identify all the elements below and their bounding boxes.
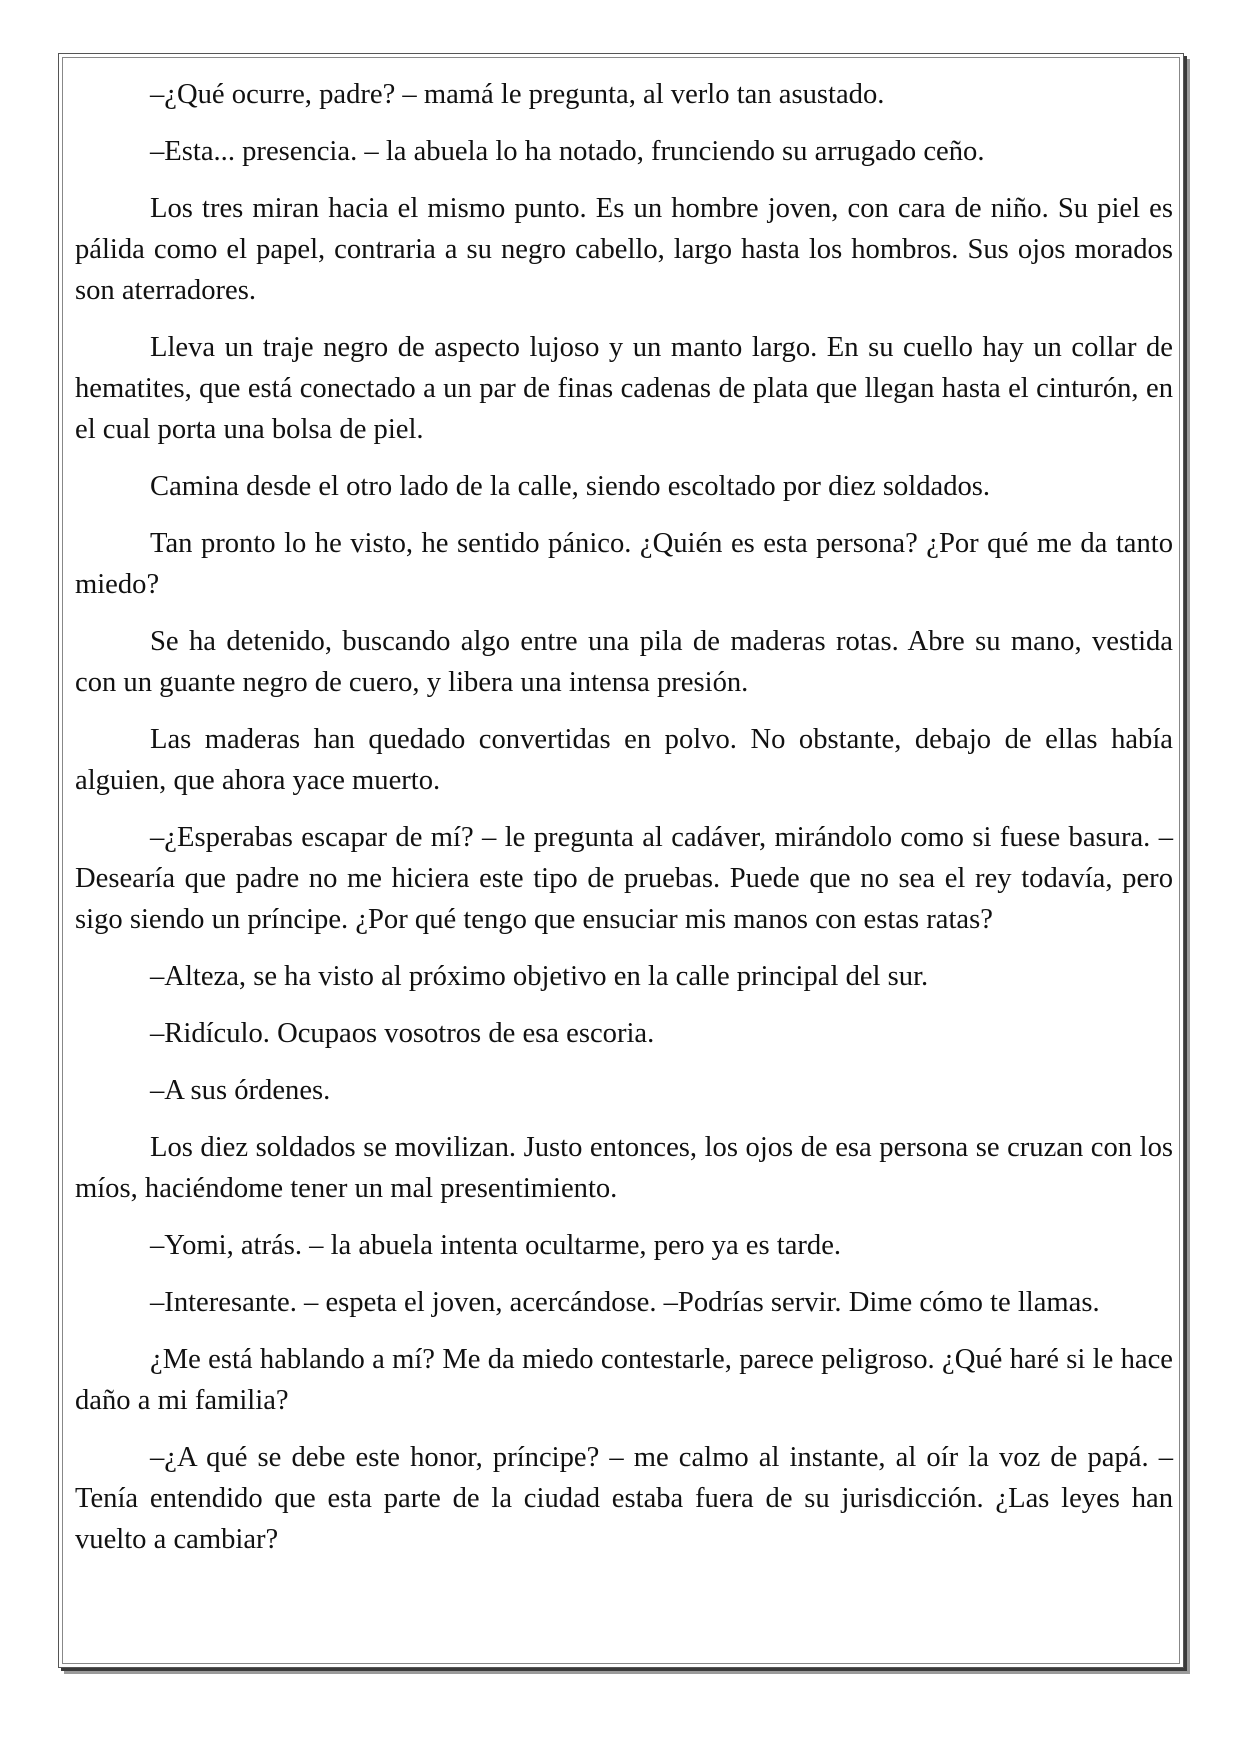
paragraph: –A sus órdenes. [150, 1075, 331, 1106]
paragraph: –Ridículo. Ocupaos vosotros de esa escoria. [150, 1018, 655, 1049]
paragraph: –Esta... presencia. – la abuela lo ha notado, frunciendo su arrugado ceño. [150, 136, 985, 167]
paragraph: Camina desde el otro lado de la calle, siendo escoltado por diez soldados. [150, 471, 991, 502]
paragraph: Tan pronto lo he visto, he sentido pánico. ¿Quién es esta persona? ¿Por qué me da tanto miedo? [75, 528, 1173, 600]
paragraph: Se ha detenido, buscando algo entre una pila de maderas rotas. Abre su mano, vestida con un guante negro de cuero, y libera una intensa presión. [75, 626, 1173, 698]
document-body [75, 74, 1173, 1576]
paragraph: –Interesante. – espeta el joven, acercándose. –Podrías servir. Dime cómo te llamas. [150, 1287, 1100, 1318]
paragraph: Los tres miran hacia el mismo punto. Es un hombre joven, con cara de niño. Su piel es pálida como el papel, contraria a su negro cabello, largo hasta los hombros. Sus ojos morados son aterradores. [75, 193, 1173, 306]
paragraph: Lleva un traje negro de aspecto lujoso y un manto largo. En su cuello hay un collar de hematites, que está conectado a un par de finas cadenas de plata que llegan hasta el cinturón, en el cual porta una bolsa de piel. [75, 332, 1173, 445]
paragraph: –Alteza, se ha visto al próximo objetivo en la calle principal del sur. [150, 961, 929, 992]
paragraph: –¿Qué ocurre, padre? – mamá le pregunta, al verlo tan asustado. [150, 79, 885, 110]
paragraph: –¿Esperabas escapar de mí? – le pregunta al cadáver, mirándolo como si fuese basura. –Desearía que padre no me hiciera este tipo de pruebas. Puede que no sea el rey todavía, pero sigo siendo un príncipe. ¿Por qué tengo que ensuciar mis manos con estas ratas? [75, 822, 1173, 935]
paragraph: Los diez soldados se movilizan. Justo entonces, los ojos de esa persona se cruzan con los míos, haciéndome tener un mal presentimiento. [75, 1132, 1173, 1204]
paragraph: ¿Me está hablando a mí? Me da miedo contestarle, parece peligroso. ¿Qué haré si le hace daño a mi familia? [75, 1344, 1173, 1416]
paragraph: –¿A qué se debe este honor, príncipe? – me calmo al instante, al oír la voz de papá. –Tenía entendido que esta parte de la ciudad estaba fuera de su jurisdicción. ¿Las leyes han vuelto a cambiar? [75, 1442, 1173, 1555]
paragraph: –Yomi, atrás. – la abuela intenta ocultarme, pero ya es tarde. [150, 1230, 842, 1261]
paragraph: Las maderas han quedado convertidas en polvo. No obstante, debajo de ellas había alguien, que ahora yace muerto. [75, 724, 1173, 796]
